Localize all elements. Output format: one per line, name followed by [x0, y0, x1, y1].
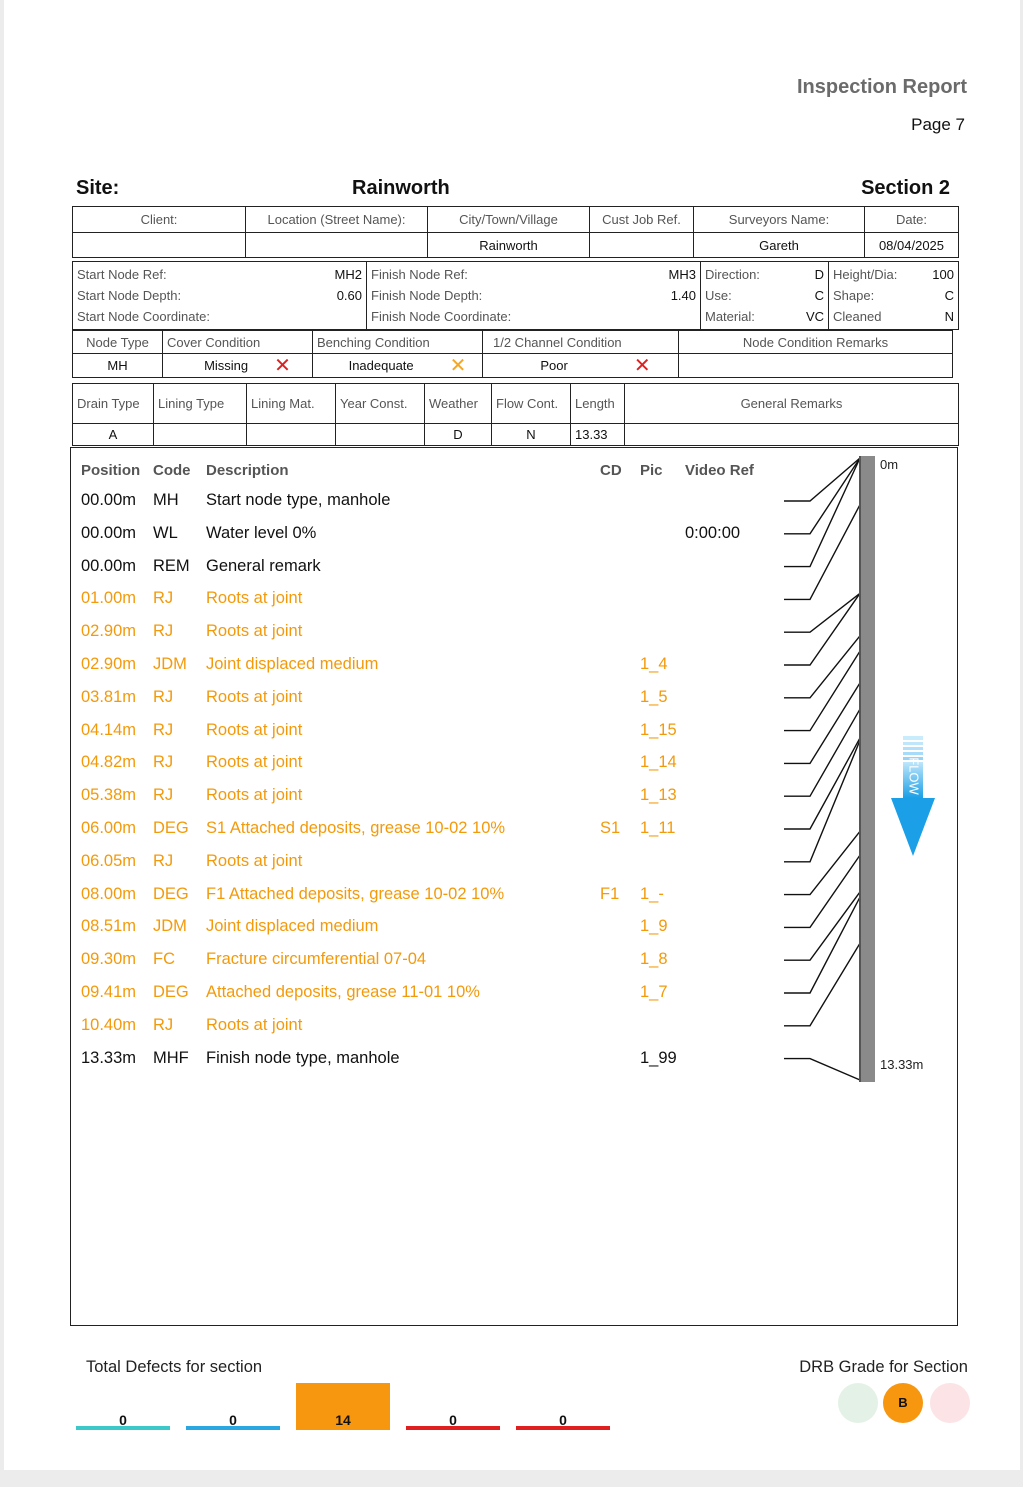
observation-leader-line: [784, 458, 860, 501]
location-label: Location (Street Name):: [246, 207, 428, 233]
observation-leader-line: [784, 855, 860, 927]
finish-ref-value: MH3: [668, 267, 696, 282]
cleaned-label: Cleaned: [833, 309, 882, 324]
log-pic: 1_4: [640, 655, 668, 673]
code-header: Code: [153, 462, 191, 479]
log-code: MHF: [153, 1048, 189, 1067]
pipe-start-label: 0m: [880, 457, 899, 472]
total-defects-count: 0: [119, 1412, 127, 1428]
log-code: RJ: [153, 753, 174, 772]
log-code: JDM: [153, 655, 187, 673]
use-value: C: [814, 288, 824, 303]
log-pic: 1_5: [640, 687, 668, 706]
log-position: 05.38m: [81, 786, 137, 805]
flow-label: FLOW: [906, 757, 922, 795]
log-code: RJ: [153, 720, 174, 739]
log-position: 01.00m: [81, 589, 137, 608]
log-position: 09.30m: [81, 950, 137, 969]
log-code: DEG: [153, 819, 189, 837]
cover-condition-value: Missing: [204, 357, 249, 373]
log-position: 00.00m: [81, 556, 137, 575]
grade-c-indicator: [930, 1383, 970, 1423]
fail-cross-icon: ✕: [633, 355, 651, 378]
warning-cross-icon: ✕: [449, 355, 467, 378]
log-pic: 1_99: [640, 1048, 677, 1067]
report-page: [4, 0, 1020, 1470]
grade-a-indicator: [838, 1383, 878, 1423]
lining-type-label: Lining Type: [154, 384, 247, 424]
benching-condition-label: Benching Condition: [313, 331, 483, 354]
client-label: Client:: [73, 207, 246, 233]
report-title: Inspection Report: [796, 76, 967, 98]
use-label: Use:: [705, 288, 732, 303]
total-defects-count: 0: [229, 1412, 237, 1428]
log-code: DEG: [153, 983, 189, 1001]
length-value: 13.33: [571, 424, 625, 446]
log-pic: 1_13: [640, 786, 677, 805]
observation-leader-line: [784, 892, 860, 960]
site-name: Rainworth: [352, 177, 450, 199]
log-code: REM: [153, 556, 190, 575]
log-pic: 1_9: [640, 917, 668, 936]
weather-value: D: [425, 424, 492, 446]
log-description: Roots at joint: [206, 622, 303, 641]
finish-ref-label: Finish Node Ref:: [371, 267, 468, 282]
height-value: 100: [932, 267, 954, 282]
start-ref-value: MH2: [334, 267, 362, 282]
log-code: RJ: [153, 687, 174, 706]
log-code: RJ: [153, 786, 174, 805]
observation-leader-line: [784, 651, 860, 730]
flow-arrow-icon: [891, 736, 935, 858]
total-defects-label: Total Defects for section: [86, 1358, 263, 1376]
log-position: 03.81m: [81, 687, 137, 706]
log-position: 06.00m: [81, 819, 137, 837]
log-pic: 1_7: [640, 983, 668, 1001]
finish-depth-label: Finish Node Depth:: [371, 288, 483, 303]
total-defects-count: 14: [335, 1412, 351, 1428]
general-remarks-label: General Remarks: [625, 384, 959, 424]
video-ref-header: Video Ref: [685, 462, 754, 479]
height-label: Height/Dia:: [833, 267, 898, 282]
log-description: Roots at joint: [206, 589, 303, 608]
benching-condition-value: Inadequate: [348, 357, 414, 373]
section-label: Section 2: [861, 177, 950, 199]
cleaned-value: N: [944, 309, 954, 324]
observation-leader-line: [784, 683, 860, 763]
log-description: Fracture circumferential 07-04: [206, 950, 427, 969]
node-type-value: MH: [73, 354, 163, 378]
log-pic: 1_14: [640, 753, 677, 772]
log-code: RJ: [153, 1015, 174, 1034]
log-code: FC: [153, 950, 175, 969]
finish-depth-value: 1.40: [670, 288, 696, 303]
site-label: Site:: [76, 177, 120, 199]
drb-grade-label: DRB Grade for Section: [799, 1358, 968, 1376]
log-description: General remark: [206, 556, 321, 575]
pipe-bar: [859, 456, 875, 1082]
cd-header: CD: [600, 462, 622, 479]
log-description: Roots at joint: [206, 1015, 303, 1034]
log-description: Roots at joint: [206, 753, 303, 772]
start-coord-label: Start Node Coordinate:: [77, 309, 210, 324]
observation-leader-line: [784, 897, 860, 993]
observation-leader-line: [784, 593, 860, 665]
surveyor-label: Surveyors Name:: [694, 207, 865, 233]
log-description: Attached deposits, grease 11-01 10%: [206, 983, 480, 1001]
direction-label: Direction:: [705, 267, 760, 282]
shape-value: C: [944, 288, 954, 303]
log-pic: 1_11: [640, 819, 676, 837]
date-label: Date:: [865, 207, 959, 233]
observation-leader-line: [784, 505, 860, 600]
shape-label: Shape:: [833, 288, 875, 303]
log-description: Roots at joint: [206, 720, 303, 739]
fail-cross-icon: ✕: [274, 355, 291, 378]
description-header: Description: [206, 462, 289, 479]
city-value: Rainworth: [428, 233, 590, 258]
log-description: Joint displaced medium: [206, 655, 379, 673]
job-ref-label: Cust Job Ref.: [590, 207, 694, 233]
log-description: Water level 0%: [206, 523, 317, 542]
observation-leader-line: [784, 831, 860, 894]
log-code: RJ: [153, 851, 174, 870]
pipe-end-label: 13.33m: [880, 1057, 924, 1072]
flow-cont-value: N: [492, 424, 571, 446]
length-label: Length: [571, 384, 625, 424]
log-code: MH: [153, 491, 179, 509]
log-cd: S1: [600, 819, 621, 837]
log-position: 08.51m: [81, 917, 137, 936]
year-const-label: Year Const.: [336, 384, 425, 424]
material-label: Material:: [705, 309, 755, 324]
log-description: Roots at joint: [206, 687, 303, 706]
finish-coord-label: Finish Node Coordinate:: [371, 309, 512, 324]
log-video-ref: 0:00:00: [685, 523, 741, 542]
start-ref-label: Start Node Ref:: [77, 267, 167, 282]
log-code: RJ: [153, 589, 174, 608]
log-position: 09.41m: [81, 983, 137, 1001]
total-defects-count: 0: [449, 1412, 457, 1428]
log-code: DEG: [153, 884, 189, 903]
page-number: Page 7: [911, 115, 965, 134]
flow-cont-label: Flow Cont.: [492, 384, 571, 424]
pic-header: Pic: [640, 462, 663, 479]
grade-badge: B: [883, 1383, 923, 1423]
direction-value: D: [814, 267, 824, 282]
log-position: 00.00m: [81, 523, 137, 542]
lining-mat-label: Lining Mat.: [247, 384, 336, 424]
log-code: RJ: [153, 622, 174, 641]
drain-type-value: A: [73, 424, 154, 446]
log-code: JDM: [153, 917, 187, 936]
observation-leader-line: [784, 458, 860, 534]
city-label: City/Town/Village: [428, 207, 590, 233]
date-value: 08/04/2025: [865, 233, 959, 258]
log-description: Roots at joint: [206, 786, 303, 805]
log-pic: 1_8: [640, 950, 668, 969]
log-description: Roots at joint: [206, 851, 303, 870]
log-position: 04.82m: [81, 753, 137, 772]
log-pic: 1_-: [640, 884, 664, 903]
log-position: 08.00m: [81, 884, 137, 903]
log-position: 06.05m: [81, 851, 137, 870]
channel-condition-label: 1/2 Channel Condition: [483, 331, 679, 354]
log-description: Joint displaced medium: [206, 917, 379, 936]
log-pic: 1_15: [640, 720, 677, 739]
observation-leader-line: [784, 738, 860, 829]
log-description: Finish node type, manhole: [206, 1048, 400, 1067]
log-position: 00.00m: [81, 491, 137, 509]
material-value: VC: [805, 309, 824, 324]
log-description: S1 Attached deposits, grease 10-02 10%: [206, 819, 506, 837]
position-header: Position: [81, 462, 141, 479]
channel-condition-value: Poor: [540, 357, 568, 373]
total-defects-count: 0: [559, 1412, 567, 1428]
drain-type-label: Drain Type: [73, 384, 154, 424]
log-description: Start node type, manhole: [206, 491, 391, 509]
node-type-label: Node Type: [73, 331, 163, 354]
start-depth-value: 0.60: [336, 288, 362, 303]
observation-leader-line: [784, 1059, 860, 1080]
log-position: 02.90m: [81, 622, 137, 641]
weather-label: Weather: [425, 384, 492, 424]
log-code: WL: [153, 523, 178, 542]
observation-leader-line: [784, 709, 860, 796]
log-cd: F1: [600, 884, 620, 903]
observation-leader-line: [784, 943, 860, 1026]
log-description: F1 Attached deposits, grease 10-02 10%: [206, 884, 505, 903]
observation-leader-line: [784, 636, 860, 698]
log-position: 04.14m: [81, 720, 137, 739]
log-position: 10.40m: [81, 1015, 137, 1034]
start-depth-label: Start Node Depth:: [77, 288, 182, 303]
surveyor-value: Gareth: [694, 233, 865, 258]
node-remarks-label: Node Condition Remarks: [679, 331, 953, 354]
log-position: 02.90m: [81, 655, 137, 673]
log-position: 13.33m: [81, 1048, 137, 1067]
cover-condition-label: Cover Condition: [163, 331, 313, 354]
